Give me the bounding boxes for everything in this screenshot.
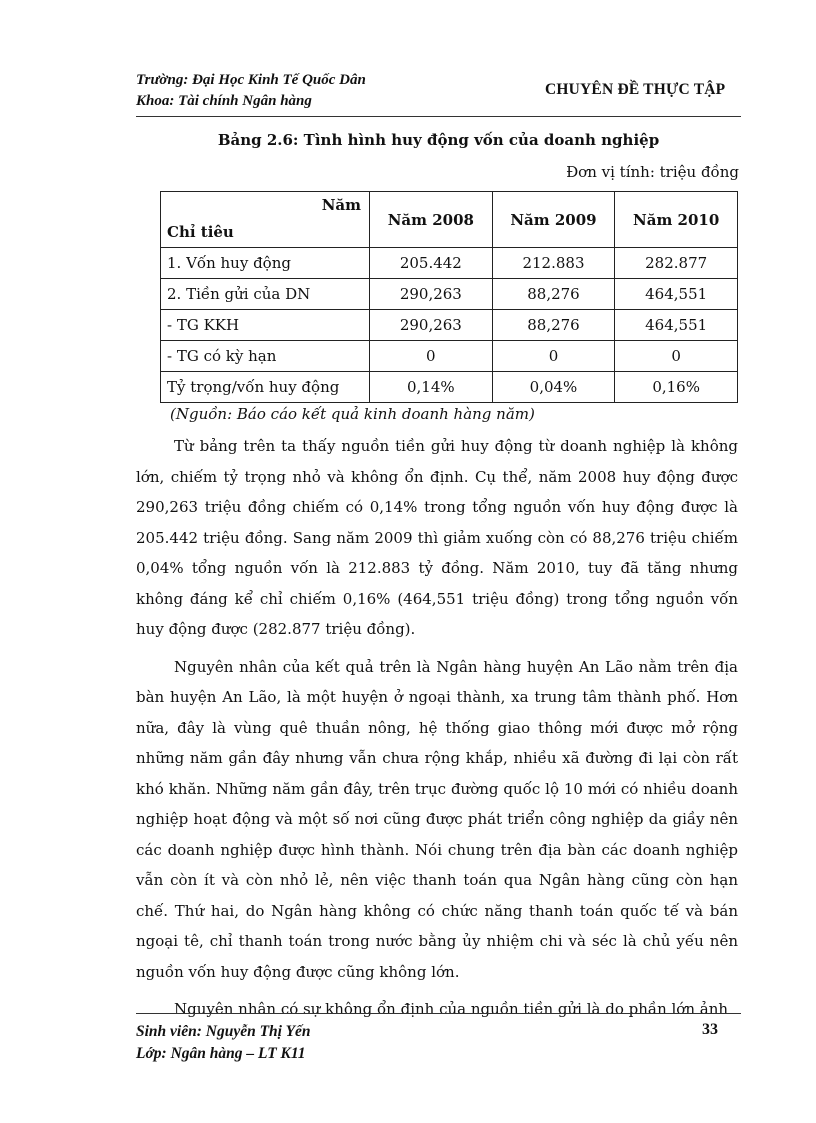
column-header: Năm 2010 <box>615 192 738 248</box>
cell: 212.883 <box>492 248 615 279</box>
cell: 0,14% <box>370 372 493 403</box>
paragraph: Nguyên nhân có sự không ổn định của nguồn tiền gửi là do phần lớn ảnh <box>174 1000 729 1018</box>
cell: 88,276 <box>492 279 615 310</box>
page-number: 33 <box>702 1021 718 1038</box>
column-header: Năm 2009 <box>492 192 615 248</box>
faculty-name: Khoa: Tài chính Ngân hàng <box>136 93 312 109</box>
body-text <box>136 431 738 1032</box>
cell: 0 <box>370 341 493 372</box>
corner-year-label: Năm <box>321 196 361 214</box>
cell: 205.442 <box>370 248 493 279</box>
cell: 464,551 <box>615 310 738 341</box>
cell: 0 <box>492 341 615 372</box>
table-source: (Nguồn: Báo cáo kết quả kinh doanh hàng năm) <box>170 405 535 423</box>
table-row <box>161 248 738 279</box>
class-name: Lớp: Ngân hàng – LT K11 <box>136 1045 306 1062</box>
cell: 0 <box>615 341 738 372</box>
row-label: - TG KKH <box>161 310 370 341</box>
paragraph: Từ bảng trên ta thấy nguồn tiền gửi huy động từ doanh nghiệp là không lớn, chiếm tỷ trọng nhỏ và không ổn định. Cụ thể, năm 2008 huy động được 290,263 triệu đồng chiếm có 0,14% trong tổng nguồn vốn huy động được là 205.442 triệu đồng. Sang năm 2009 thì giảm xuống còn có 88,276 triệu chiếm 0,04% tổng nguồn vốn là 212.883 tỷ đồng. Năm 2010, tuy đã tăng nhưng không đáng kể chỉ chiếm 0,16% (464,551 triệu đồng) trong tổng nguồn vốn huy động được (282.877 triệu đồng). <box>136 437 738 638</box>
header-rule <box>136 116 741 117</box>
page-header-left <box>136 70 366 112</box>
student-name: Sinh viên: Nguyễn Thị Yến <box>136 1023 311 1040</box>
column-header: Năm 2008 <box>370 192 493 248</box>
document-type: CHUYÊN ĐỀ THỰC TẬP <box>545 81 726 98</box>
page-footer-left <box>136 1021 311 1065</box>
school-name: Trường: Đại Học Kinh Tế Quốc Dân <box>136 72 366 88</box>
row-label: Tỷ trọng/vốn huy động <box>161 372 370 403</box>
cell: 464,551 <box>615 279 738 310</box>
table-title: Bảng 2.6: Tình hình huy động vốn của doanh nghiệp <box>217 131 660 149</box>
data-table <box>160 191 738 403</box>
cell: 290,263 <box>370 310 493 341</box>
table-row <box>161 310 738 341</box>
corner-item-label: Chỉ tiêu <box>167 223 234 241</box>
row-label: - TG có kỳ hạn <box>161 341 370 372</box>
footer-rule <box>136 1013 741 1014</box>
table-header-row <box>161 192 738 248</box>
paragraph: Nguyên nhân của kết quả trên là Ngân hàng huyện An Lão nằm trên địa bàn huyện An Lão, là một huyện ở ngoại thành, xa trung tâm thành phố. Hơn nữa, đây là vùng quê thuần nông, hệ thống giao thông mới được mở rộng những năm gần đây nhưng vẫn chưa rộng khắp, nhiều xã đường đi lại còn rất khó khăn. Những năm gần đây, trên trục đường quốc lộ 10 mới có nhiều doanh nghiệp hoạt động và một số nơi cũng được phát triển công nghiệp da giầy nên các doanh nghiệp được hình thành. Nói chung trên địa bàn các doanh nghiệp vẫn còn ít và còn nhỏ lẻ, nên việc thanh toán qua Ngân hàng cũng còn hạn chế. Thứ hai, do Ngân hàng không có chức năng thanh toán quốc tế và bán ngoại tê, chỉ thanh toán trong nước bằng ủy nhiệm chi và séc là chủ yếu nên nguồn vốn huy động được cũng không lớn. <box>136 657 738 981</box>
row-label: 1. Vốn huy động <box>161 248 370 279</box>
corner-cell <box>161 192 370 248</box>
cell: 290,263 <box>370 279 493 310</box>
cell: 0,04% <box>492 372 615 403</box>
row-label: 2. Tiền gửi của DN <box>161 279 370 310</box>
cell: 88,276 <box>492 310 615 341</box>
cell: 282.877 <box>615 248 738 279</box>
table-row <box>161 279 738 310</box>
table-unit: Đơn vị tính: triệu đồng <box>566 163 739 181</box>
table-row <box>161 341 738 372</box>
cell: 0,16% <box>615 372 738 403</box>
table-row <box>161 372 738 403</box>
